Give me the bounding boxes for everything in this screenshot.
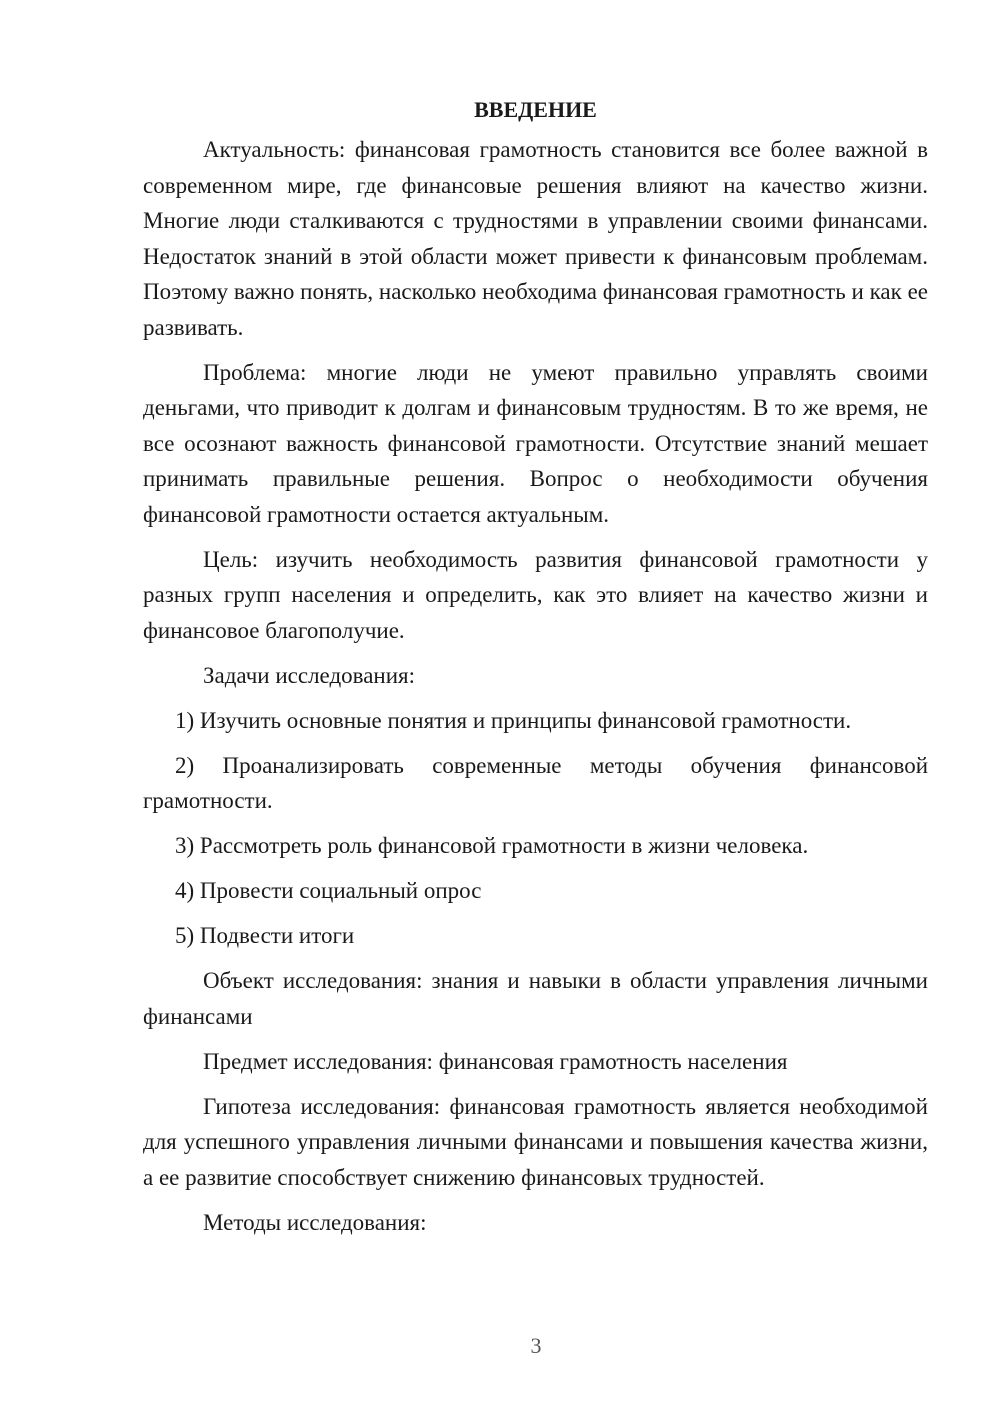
task-item-2: 2) Проанализировать современные методы обучения финансовой грамотности. [143, 752, 928, 813]
hypothesis-paragraph: Гипотеза исследования: финансовая грамотность является необходимой для успешного управления личными финансами и повышения качества жизни, а ее развитие способствует снижению финансовых трудностей. [143, 1093, 928, 1190]
task-item-4: 4) Провести социальный опрос [175, 878, 482, 903]
section-title: ВВЕДЕНИЕ [474, 97, 597, 122]
methods-heading: Методы исследования: [203, 1209, 427, 1235]
task-item-1: 1) Изучить основные понятия и принципы финансовой грамотности. [175, 707, 852, 733]
problem-paragraph: Проблема: многие люди не умеют правильно управлять своими деньгами, что приводит к долгам и финансовым трудностям. В то же время, не все осознают важность финансовой грамотности. Отсутствие знаний мешает принимать правильные решения. Вопрос о необходимости обучения финансовой грамотности остается актуальным. [143, 359, 928, 527]
subject-paragraph: Предмет исследования: финансовая грамотность населения [203, 1048, 788, 1074]
relevance-paragraph: Актуальность: финансовая грамотность становится все более важной в современном мире, где финансовые решения влияют на качество жизни. Многие люди сталкиваются с трудностями в управлении своими финансами. Недостаток знаний в этой области может привести к финансовым проблемам. Поэтому важно понять, насколько необходима финансовая грамотность и как ее развивать. [143, 137, 928, 340]
object-paragraph: Объект исследования: знания и навыки в области управления личными финансами [143, 968, 928, 1029]
tasks-heading: Задачи исследования: [203, 662, 416, 688]
goal-paragraph: Цель: изучить необходимость развития финансовой грамотности у разных групп населения и определить, как это влияет на качество жизни и финансовое благополучие. [143, 546, 928, 643]
page-number: 3 [530, 1333, 542, 1358]
task-item-5: 5) Подвести итоги [175, 923, 355, 948]
document-body [143, 92, 928, 1250]
task-item-3: 3) Рассмотреть роль финансовой грамотности в жизни человека. [175, 833, 809, 858]
